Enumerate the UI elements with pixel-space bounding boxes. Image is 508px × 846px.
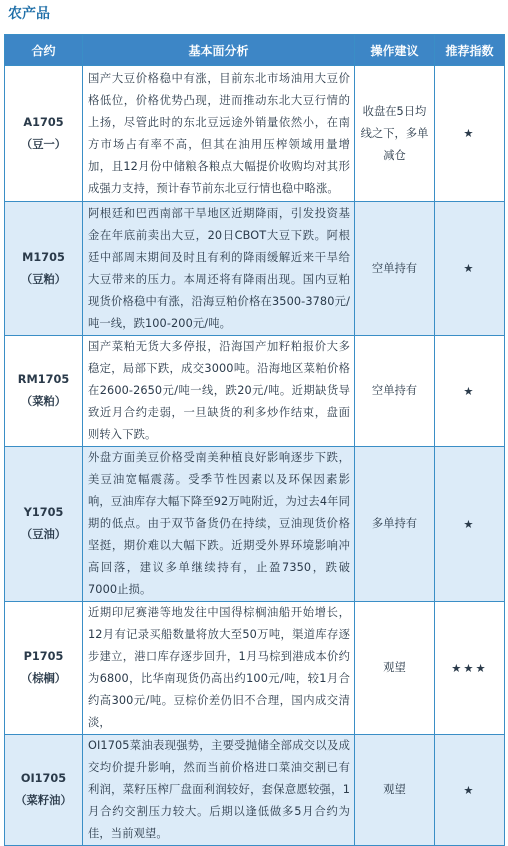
header-contract: 合约: [5, 35, 83, 66]
table-row: [5, 336, 505, 447]
contract-name: （棕榈）: [20, 672, 67, 685]
contract-cell: [5, 447, 83, 602]
table-row: [5, 447, 505, 602]
contract-name: （豆一）: [20, 137, 67, 151]
analysis-cell: OI1705菜油表现强势，主要受抛储全部成交以及成交均价提升影响，然而当前价格进口菜油交割已有利润，菜籽压榨厂盘面利润较好，套保意愿较强，1月合约交割压力较大。后期以逢低做多5月合约为佳，当前观望。: [83, 735, 355, 846]
advice-cell: 空单持有: [355, 202, 435, 336]
rating-stars: ★: [435, 336, 505, 447]
contract-name: （菜籽油）: [15, 794, 72, 807]
rating-stars: ★: [435, 66, 505, 202]
rating-stars: ★: [435, 202, 505, 336]
contract-code: RM1705: [17, 373, 70, 386]
advice-cell: 观望: [355, 735, 435, 846]
contract-code: A1705: [23, 115, 64, 129]
contract-code: Y1705: [23, 506, 64, 519]
analysis-cell: 国产大豆价格稳中有涨，目前东北市场油用大豆价格低位，价格优势凸现，进而推动东北大豆行情的上扬，尽管此时的东北豆远途外销量依然小，在南方市场占有率不高，但其在油用压榨领域用量增加，且12月份中储粮各粮点大幅提价收购均对其形成强力支持，预计春节前东北豆行情也稳中略涨。: [83, 66, 355, 202]
agri-products-table: [4, 34, 505, 846]
header-analysis: 基本面分析: [83, 35, 355, 66]
contract-cell: [5, 202, 83, 336]
header-advice: 操作建议: [355, 35, 435, 66]
advice-cell: 多单持有: [355, 447, 435, 602]
contract-cell: [5, 336, 83, 447]
rating-stars: ★: [435, 735, 505, 846]
contract-code: P1705: [23, 650, 64, 663]
rating-stars: ★: [435, 447, 505, 602]
advice-cell: 收盘在5日均线之下，多单减仓: [355, 66, 435, 202]
contract-cell: [5, 735, 83, 846]
contract-code: M1705: [22, 250, 65, 264]
rating-stars: ★★★: [435, 602, 505, 735]
advice-cell: 空单持有: [355, 336, 435, 447]
analysis-cell: 外盘方面美豆价格受南美种植良好影响逐步下跌，美豆油宽幅震荡。受季节性因素以及环保因素影响，豆油库存大幅下降至92万吨附近，为过去4年同期的低点。由于双节备货仍在持续，豆油现货价格坚挺，期价难以大幅下跌。近期受外界环境影响冲高回落，建议多单继续持有，止盈7350，跌破7000止损。: [83, 447, 355, 602]
contract-cell: [5, 66, 83, 202]
table-row: [5, 202, 505, 336]
contract-code: OI1705: [20, 772, 67, 785]
advice-cell: 观望: [355, 602, 435, 735]
contract-name: （豆粕）: [20, 272, 67, 286]
table-header-row: [5, 35, 505, 66]
analysis-cell: 近期印尼赛港等地发往中国得棕榈油船开始增长，12月有记录买船数量将放大至50万吨，渠道库存逐步建立，港口库存逐步回升，1月马棕到港成本价约为6800，比华南现货仍高出约100元/吨，较1月合约高300元/吨。豆棕价差仍旧不合理，国内成交清淡，: [83, 602, 355, 735]
contract-name: （豆油）: [20, 528, 67, 541]
table-row: [5, 66, 505, 202]
table-row: [5, 735, 505, 846]
header-rating: 推荐指数: [435, 35, 505, 66]
table-row: [5, 602, 505, 735]
contract-name: （菜粕）: [20, 395, 67, 408]
analysis-cell: 阿根廷和巴西南部干旱地区近期降雨，引发投资基金在年底前卖出大豆，20日CBOT大豆下跌。阿根廷中部周末期间及时且有利的降雨缓解近来干旱给大豆带来的压力。本周还将有降雨出现。国内豆粕现货价格稳中有涨，沿海豆粕价格在3500-3780元/吨一线，跌100-200元/吨。: [83, 202, 355, 336]
analysis-cell: 国产菜粕无货大多停报，沿海国产加籽粕报价大多稳定，局部下跌，成交3000吨。沿海地区菜粕价格在2600-2650元/吨一线，跌20元/吨。近期缺货导致近月合约走弱，一旦缺货的利多炒作结束，盘面则转入下跌。: [83, 336, 355, 447]
contract-cell: [5, 602, 83, 735]
section-title: 农产品: [8, 6, 50, 22]
